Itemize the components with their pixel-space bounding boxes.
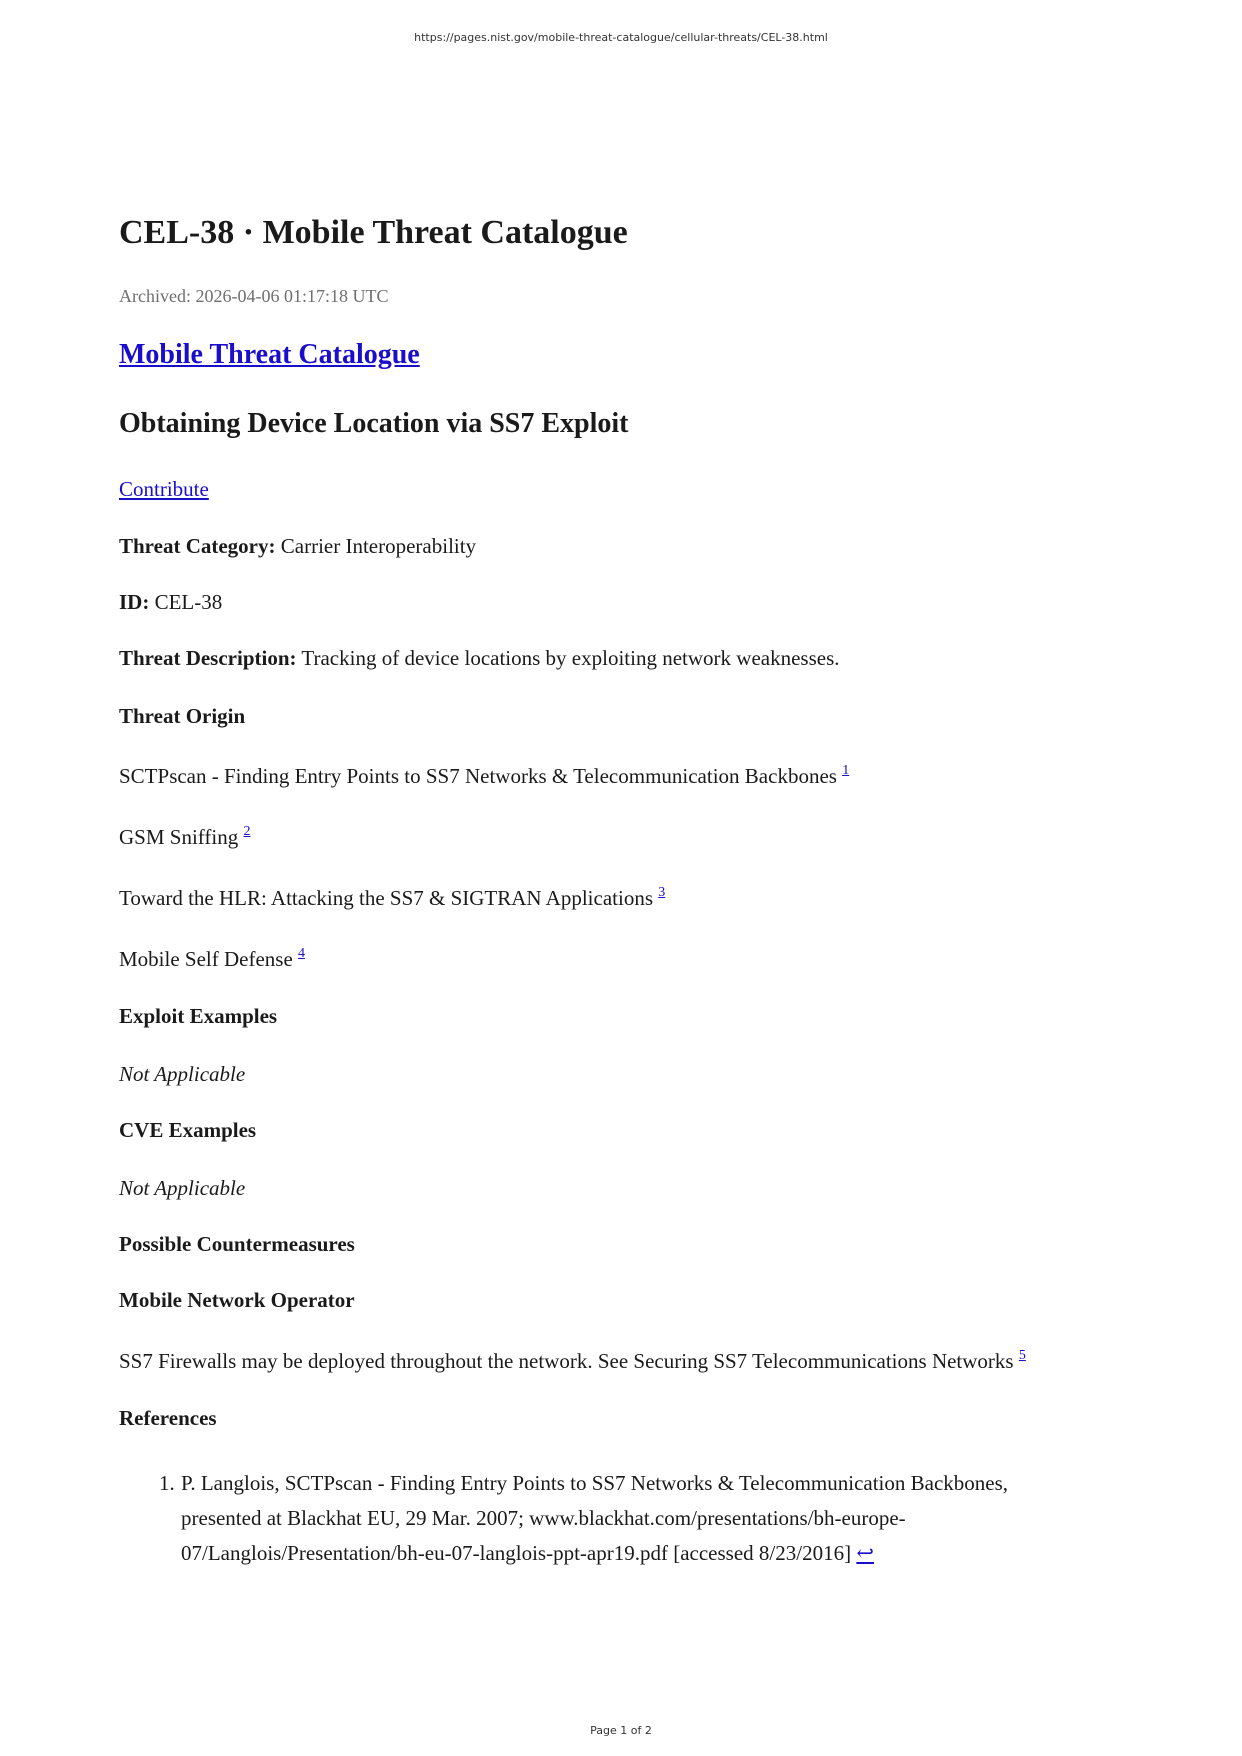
threat-category-label: Threat Category: [119, 534, 276, 558]
references-heading: References [119, 1406, 217, 1430]
threat-origin-item [119, 764, 849, 789]
contribute-link[interactable]: Contribute [119, 477, 209, 501]
threat-id-label: ID: [119, 590, 150, 614]
threat-origin-heading: Threat Origin [119, 704, 246, 728]
reference-number: 1. [159, 1471, 175, 1495]
footnote-ref-link[interactable]: 1 [842, 763, 850, 778]
threat-category-value: Carrier Interoperability [280, 534, 477, 558]
countermeasure-text-row [119, 1349, 1026, 1374]
threat-origin-text: Mobile Self Defense [119, 947, 293, 971]
reference-line: 07/Langlois/Presentation/bh-eu-07-langlois-ppt-apr19.pdf [accessed 8/23/2016] [181, 1541, 852, 1565]
countermeasures-heading: Possible Countermeasures [119, 1232, 355, 1256]
threat-origin-text: Toward the HLR: Attacking the SS7 & SIGTRAN Applications [119, 886, 653, 910]
cve-examples-value: Not Applicable [119, 1176, 246, 1200]
threat-id-row [119, 590, 222, 615]
reference-list-item [159, 1466, 1081, 1571]
threat-description-value: Tracking of device locations by exploiting network weaknesses. [301, 646, 840, 670]
threat-description-label: Threat Description: [119, 646, 297, 670]
threat-origin-item [119, 825, 250, 850]
footnote-ref-link[interactable]: 2 [243, 824, 251, 839]
threat-origin-item [119, 947, 305, 972]
page-title: CEL-38 · Mobile Threat Catalogue [119, 214, 628, 251]
exploit-examples-value: Not Applicable [119, 1062, 246, 1086]
threat-origin-text: SCTPscan - Finding Entry Points to SS7 Networks & Telecommunication Backbones [119, 764, 837, 788]
threat-subtitle: Obtaining Device Location via SS7 Exploit [119, 408, 629, 439]
page-number: Page 1 of 2 [590, 1724, 652, 1737]
archived-timestamp: Archived: 2026-04-06 01:17:18 UTC [119, 286, 389, 306]
reference-line: P. Langlois, SCTPscan - Finding Entry Points to SS7 Networks & Telecommunication Backbones, [181, 1471, 1009, 1495]
threat-category-row [119, 534, 476, 559]
footnote-ref-link[interactable]: 3 [658, 885, 666, 900]
footnote-ref-link[interactable]: 4 [298, 946, 306, 961]
cve-examples-heading: CVE Examples [119, 1118, 257, 1142]
countermeasure-text: SS7 Firewalls may be deployed throughout the network. See Securing SS7 Telecommunications Networks [119, 1349, 1014, 1373]
threat-origin-item [119, 886, 665, 911]
catalogue-home-link[interactable]: Mobile Threat Catalogue [119, 339, 420, 370]
footnote-ref-link[interactable]: 5 [1018, 1348, 1026, 1363]
reference-last-line [181, 1536, 1081, 1571]
exploit-examples-heading: Exploit Examples [119, 1004, 278, 1028]
mobile-network-operator-heading: Mobile Network Operator [119, 1288, 355, 1312]
threat-id-value: CEL-38 [154, 590, 223, 614]
threat-origin-text: GSM Sniffing [119, 825, 239, 849]
backlink-icon[interactable]: ↩ [856, 1541, 874, 1565]
print-header-url: https://pages.nist.gov/mobile-threat-catalogue/cellular-threats/CEL-38.html [414, 31, 828, 44]
reference-line: presented at Blackhat EU, 29 Mar. 2007; www.blackhat.com/presentations/bh-europe- [181, 1506, 906, 1530]
threat-description-row [119, 646, 840, 671]
